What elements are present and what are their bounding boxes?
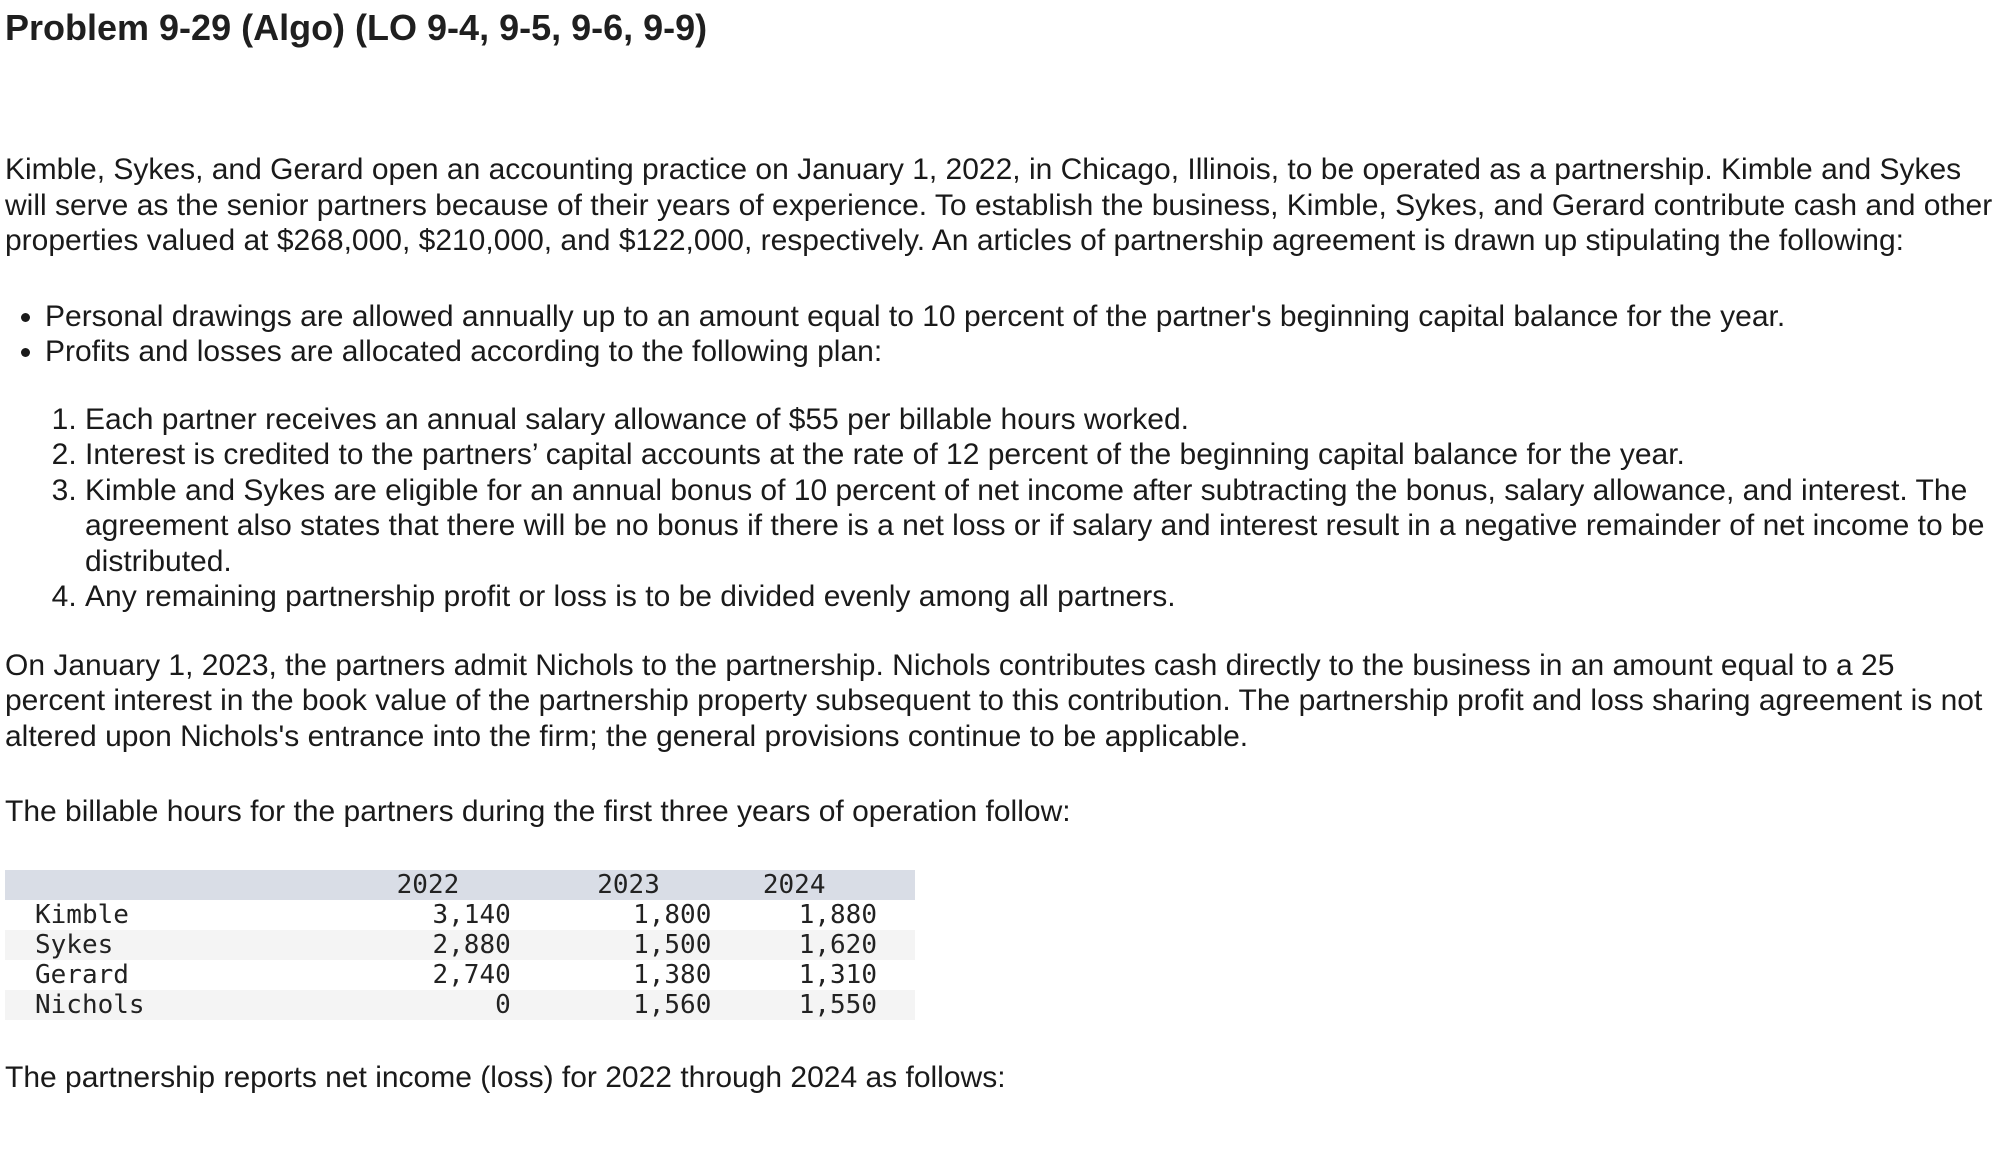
net-income-intro: The partnership reports net income (loss) for 2022 through 2024 as follows:	[5, 1060, 1006, 1094]
plan-item-bonus: 3. Kimble and Sykes are eligible for an annual bonus of 10 percent of net income after subtracting the bonus, salary allowance, and interest. The agreement also states that there will be no bonus if there is a net loss or if salary and interest result in a negative remainder of net income to be distributed.	[85, 473, 1995, 580]
plan-item-remainder: 4. Any remaining partnership profit or loss is to be divided evenly among all partners.	[85, 579, 1995, 615]
table-header-row	[5, 870, 915, 900]
billable-hours-table	[5, 870, 915, 1020]
billable-hours-intro: The billable hours for the partners during the first three years of operation follow:	[5, 795, 1071, 828]
partner-name: Gerard	[35, 959, 129, 990]
hours-value: 1,880	[798, 899, 877, 930]
allocation-plan-list	[5, 402, 1995, 615]
agreement-bullet-list	[5, 299, 1995, 370]
header-blank	[5, 870, 345, 900]
admission-paragraph: On January 1, 2023, the partners admit Nichols to the partnership. Nichols contributes cash directly to the business in an amount equal to a 25 percent interest in the book value of the partnership property subsequent to this contribution. The partnership profit and loss sharing agreement is not altered upon Nichols's entrance into the firm; the general provisions continue to be applicable.	[5, 648, 1983, 753]
hours-value: 1,550	[798, 989, 877, 1020]
plan-item-salary: 1. Each partner receives an annual salary allowance of $55 per billable hours worked.	[85, 402, 1995, 438]
hours-value: 1,800	[633, 899, 712, 930]
problem-page	[5, 0, 1995, 1095]
table-row	[5, 960, 915, 990]
plan-item-interest: 2. Interest is credited to the partners’ capital accounts at the rate of 12 percent of the beginning capital balance for the year.	[85, 437, 1995, 473]
hours-value: 0	[495, 989, 511, 1020]
hours-value: 2,740	[432, 959, 511, 990]
header-year: 2024	[762, 869, 826, 900]
hours-value: 1,500	[633, 929, 712, 960]
partner-name: Nichols	[35, 989, 145, 1020]
header-year: 2023	[597, 869, 660, 900]
problem-title: Problem 9-29 (Algo) (LO 9-4, 9-5, 9-6, 9-9)	[5, 7, 708, 48]
header-year: 2022	[396, 869, 460, 900]
partner-name: Sykes	[35, 929, 114, 960]
hours-value: 1,560	[633, 989, 712, 1020]
bullet-item-profits: • Profits and losses are allocated according to the following plan:	[45, 334, 1995, 370]
bullet-item-drawings: • Personal drawings are allowed annually up to an amount equal to 10 percent of the partner's beginning capital balance for the year.	[45, 299, 1995, 335]
hours-value: 1,380	[633, 959, 712, 990]
hours-value: 3,140	[432, 899, 511, 930]
hours-value: 2,880	[432, 929, 511, 960]
hours-value: 1,620	[798, 929, 877, 960]
table-row	[5, 990, 915, 1020]
table-row	[5, 930, 915, 960]
hours-value: 1,310	[798, 959, 877, 990]
partner-name: Kimble	[35, 899, 129, 930]
intro-paragraph: Kimble, Sykes, and Gerard open an accounting practice on January 1, 2022, in Chicago, Illinois, to be operated as a partnership. Kimble and Sykes will serve as the senior partners because of their years of experience. To establish the business, Kimble, Sykes, and Gerard contribute cash and other properties valued at $268,000, $210,000, and $122,000, respectively. An articles of partnership agreement is drawn up stipulating the following:	[5, 153, 1993, 257]
table-row	[5, 900, 915, 930]
